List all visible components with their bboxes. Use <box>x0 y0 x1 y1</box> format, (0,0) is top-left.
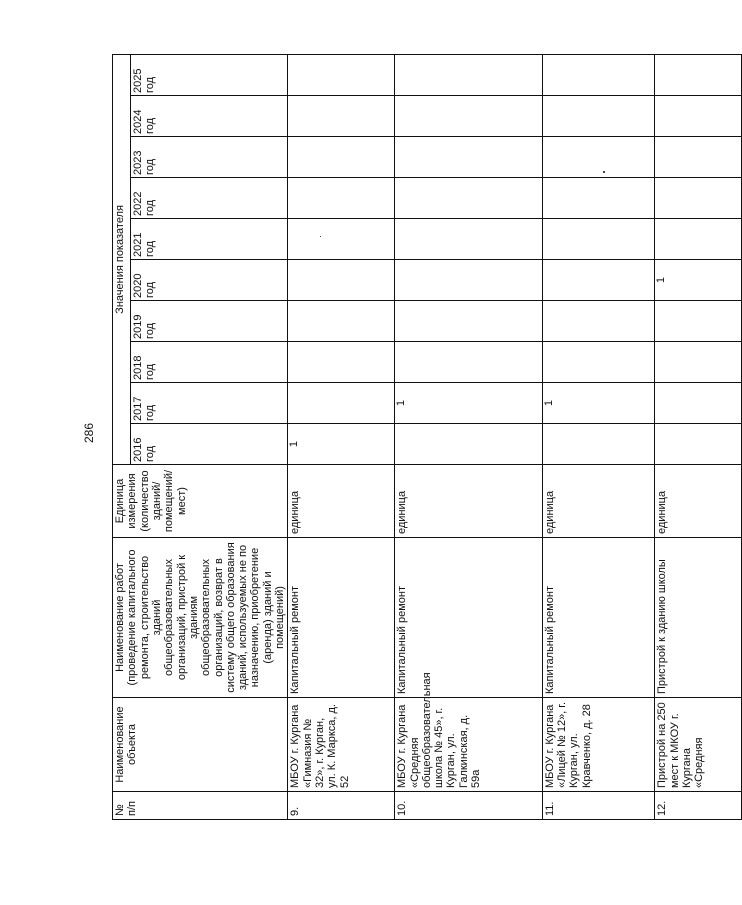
row-number: 9. <box>288 792 395 820</box>
value-cell-2016 <box>395 424 543 465</box>
object-name: МБОУ г. Кургана «Средняя общеобразовательная школа № 45», г. Курган, ул. Галкинская, д. 59а <box>395 698 543 792</box>
year-label: 2016 <box>132 437 144 462</box>
table-row <box>395 54 543 819</box>
year-word: год <box>144 117 157 134</box>
value-cell-2021 <box>542 219 655 260</box>
value-cell-2023 <box>288 137 395 178</box>
value-cell-2022 <box>395 178 543 219</box>
year-word: год <box>144 363 157 380</box>
year-label: 2024 <box>132 109 144 134</box>
value-cell-2025 <box>655 54 741 95</box>
value-cell-2025 <box>542 54 655 95</box>
value-cell-2021 <box>395 219 543 260</box>
value-cell-2021 <box>288 219 395 260</box>
table-row <box>542 54 655 819</box>
value-cell-2024 <box>288 96 395 137</box>
value-cell-2023 <box>542 137 655 178</box>
year-label: 2017 <box>132 396 144 421</box>
year-header-2023 <box>131 137 288 178</box>
value-cell-2022 <box>655 178 741 219</box>
value-cell-2020 <box>542 260 655 301</box>
unit: единица <box>542 465 655 538</box>
page-number: 286 <box>82 422 96 443</box>
year-label: 2020 <box>132 273 144 298</box>
year-label: 2023 <box>132 150 144 175</box>
scan-speck <box>603 171 605 173</box>
value-cell-2019 <box>395 301 543 342</box>
year-word: год <box>144 158 157 175</box>
work-name: Капитальный ремонт <box>542 538 655 698</box>
object-name: Пристрой на 250 мест к МКОУ г. Кургана «Средняя <box>655 698 741 792</box>
value-cell-2017 <box>655 383 741 424</box>
year-header-2016 <box>131 424 288 465</box>
value-cell-2024 <box>655 96 741 137</box>
year-word: год <box>144 281 157 298</box>
unit: единица <box>655 465 741 538</box>
value-cell-2016 <box>655 424 741 465</box>
year-label: 2022 <box>132 191 144 216</box>
year-header-2021 <box>131 219 288 260</box>
object-name: МБОУ г. Кургана «Гимназия № 32», г. Курган, ул. К. Маркса, д. 52 <box>288 698 395 792</box>
object-name: МБОУ г. Кургана «Лицей № 12», г. Курган, ул. Кравченко, д. 28 <box>542 698 655 792</box>
scan-speck <box>320 236 321 237</box>
year-label: 2021 <box>132 232 144 257</box>
year-header-2022 <box>131 178 288 219</box>
year-label: 2019 <box>132 314 144 339</box>
value-cell-2017: 1 <box>542 383 655 424</box>
value-cell-2025 <box>288 54 395 95</box>
header-unit: Единица измерения (количество зданий/ помещений/ мест) <box>113 465 288 538</box>
year-word: год <box>144 199 157 216</box>
header-values: Значения показателя <box>113 54 131 464</box>
value-cell-2019 <box>542 301 655 342</box>
value-cell-2019 <box>655 301 741 342</box>
value-cell-2018 <box>542 342 655 383</box>
indicator-table <box>112 54 742 820</box>
value-cell-2020: 1 <box>655 260 741 301</box>
year-header-2017 <box>131 383 288 424</box>
table-row <box>655 54 741 819</box>
row-number: 12. <box>655 792 741 820</box>
value-cell-2023 <box>395 137 543 178</box>
year-word: год <box>144 404 157 421</box>
value-cell-2022 <box>288 178 395 219</box>
value-cell-2018 <box>395 342 543 383</box>
header-object: Наименование объекта <box>113 698 288 792</box>
header-work: Наименование работ (проведение капитального ремонта, строительство зданий общеобразовательных организаций, пристрой к зданиям общеобразовательных организаций, возврат в систему общего образования зданий, используемых не по назначению, приобретение (аренда) зданий и помещений) <box>113 538 288 698</box>
value-cell-2020 <box>395 260 543 301</box>
unit: единица <box>288 465 395 538</box>
value-cell-2021 <box>655 219 741 260</box>
value-cell-2018 <box>655 342 741 383</box>
year-header-2024 <box>131 96 288 137</box>
value-cell-2019 <box>288 301 395 342</box>
header-num: № п/п <box>113 792 288 820</box>
work-name: Капитальный ремонт <box>288 538 395 698</box>
value-cell-2016: 1 <box>288 424 395 465</box>
year-word: год <box>144 322 157 339</box>
year-word: год <box>144 445 157 462</box>
row-number: 10. <box>395 792 543 820</box>
unit: единица <box>395 465 543 538</box>
work-name: Капитальный ремонт <box>395 538 543 698</box>
table-header <box>113 54 288 819</box>
value-cell-2024 <box>395 96 543 137</box>
row-number: 11. <box>542 792 655 820</box>
year-word: год <box>144 240 157 257</box>
year-label: 2018 <box>132 355 144 380</box>
value-cell-2025 <box>395 54 543 95</box>
value-cell-2022 <box>542 178 655 219</box>
year-label: 2025 <box>132 68 144 93</box>
table-row <box>288 54 395 819</box>
table-body <box>288 54 741 819</box>
value-cell-2018 <box>288 342 395 383</box>
year-header-2019 <box>131 301 288 342</box>
value-cell-2023 <box>655 137 741 178</box>
year-header-2018 <box>131 342 288 383</box>
year-header-2025 <box>131 54 288 95</box>
value-cell-2024 <box>542 96 655 137</box>
value-cell-2020 <box>288 260 395 301</box>
value-cell-2016 <box>542 424 655 465</box>
value-cell-2017: 1 <box>395 383 543 424</box>
value-cell-2017 <box>288 383 395 424</box>
year-header-2020 <box>131 260 288 301</box>
rotated-page <box>112 55 706 820</box>
year-word: год <box>144 76 157 93</box>
work-name: Пристрой к зданию школы <box>655 538 741 698</box>
